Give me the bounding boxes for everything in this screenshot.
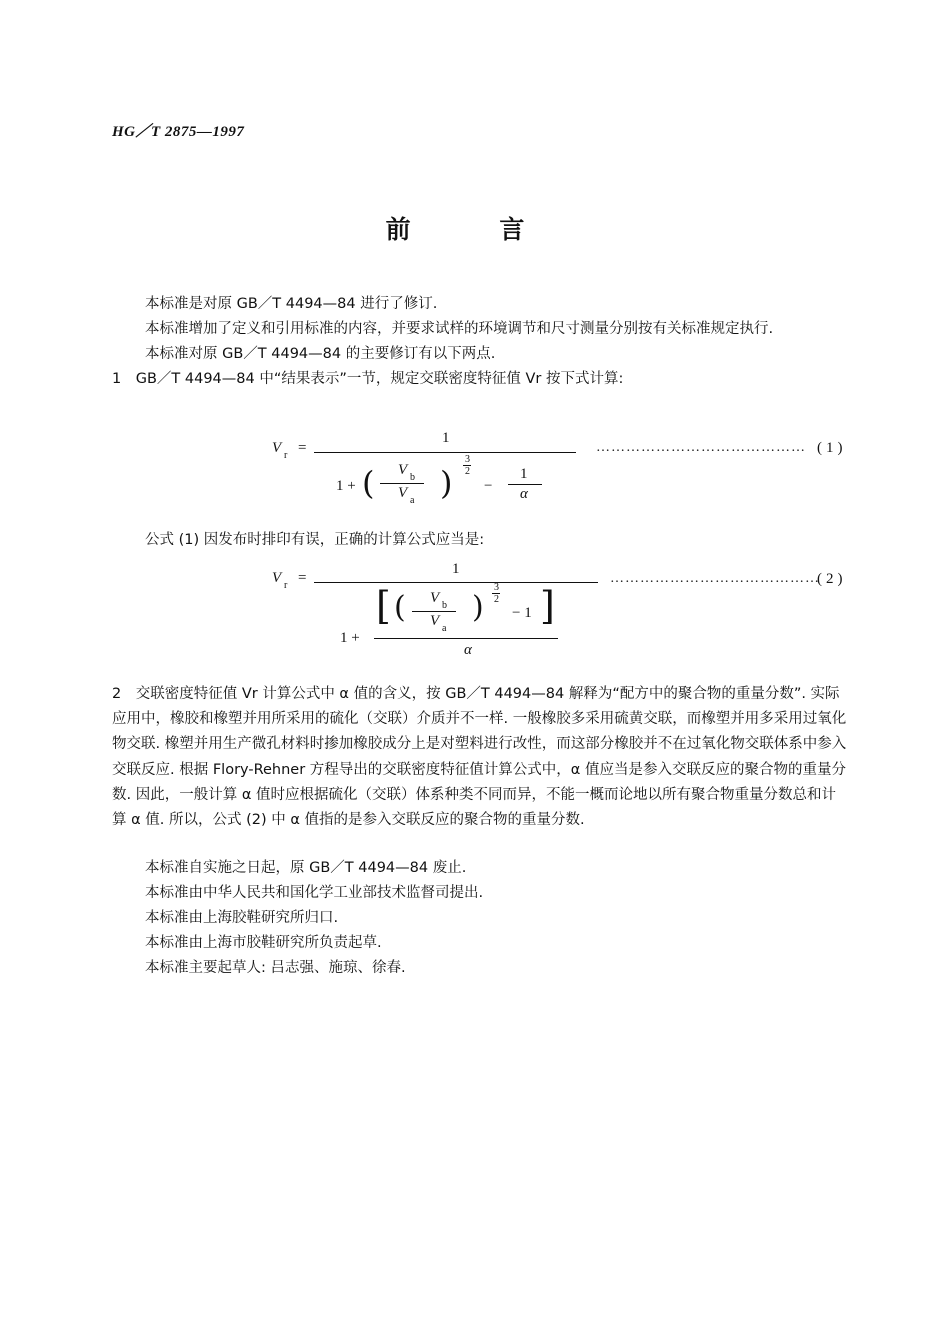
formula-2-vb: V (430, 590, 440, 606)
formula-1-vb: V (398, 462, 408, 478)
formula-2-vr: V (272, 570, 282, 586)
formula-2-exp-den: 2 (494, 594, 499, 605)
standard-code: HG／T 2875—1997 (112, 124, 245, 140)
closing-block (112, 856, 847, 981)
formula-2-right-paren: ) (472, 590, 484, 625)
formula-1-right-paren: ) (440, 464, 453, 502)
closing-line-5: 本标准主要起草人: 吕志强、施琼、徐春. (145, 960, 406, 976)
formula-1-one-plus: 1 + (336, 478, 356, 494)
formula-1-minus: − (484, 478, 493, 494)
formula-2-ratio-line (412, 611, 456, 612)
formula-2-dot-leader: …………………………………… (610, 571, 820, 586)
formula-1-dot-leader: …………………………………… (596, 440, 806, 455)
formula-2-left-paren: ( (394, 590, 406, 625)
formula-2-number: (2) (817, 571, 847, 587)
formula-1-vb-sub: b (410, 472, 415, 483)
formula-1-equals: = (298, 440, 307, 456)
formula-1-left-paren: ( (362, 464, 375, 502)
formula-note: 公式 (1) 因发布时排印有误，正确的计算公式应当是: (145, 532, 485, 548)
closing-line-2: 本标准由中华人民共和国化学工业部技术监督司提出. (145, 885, 484, 901)
intro-paragraph-2: 本标准增加了定义和引用标准的内容，并要求试样的环境调节和尺寸测量分别按有关标准规定执行. (145, 321, 774, 337)
formula-2-right-bracket: ] (540, 584, 555, 628)
formula-1-numerator: 1 (442, 430, 450, 446)
formula-2-va-sub: a (442, 623, 447, 634)
formula-2-exp-num: 3 (494, 582, 499, 593)
formula-2-equals: = (298, 570, 307, 586)
formula-1-va-sub: a (410, 495, 415, 506)
closing-line-1: 本标准自实施之日起，原 GB／T 4494—84 废止. (145, 860, 467, 876)
formula-2-alpha: α (464, 642, 472, 658)
formula-1-number: (1) (817, 440, 847, 456)
formula-2-numerator: 1 (452, 561, 460, 577)
formula-2-one-plus: 1 + (340, 630, 360, 646)
closing-line-3: 本标准由上海胶鞋研究所归口. (145, 910, 339, 926)
intro-paragraph-3: 本标准对原 GB／T 4494—84 的主要修订有以下两点. (145, 346, 496, 362)
formula-1-vr-sub: r (284, 450, 288, 461)
formula-1-main-fraction-line (314, 452, 576, 453)
intro-block (112, 292, 847, 392)
formula-2-left-bracket: [ (376, 584, 391, 628)
formula-2-alpha-line (374, 638, 558, 639)
formula-1-alpha-line (508, 484, 542, 485)
formula-1-ratio-line (380, 483, 424, 484)
formula-1-vr: V (272, 440, 282, 456)
formula-2-vb-sub: b (442, 600, 447, 611)
formula-2-va: V (430, 613, 440, 629)
formula-1-exp-num: 3 (465, 454, 470, 465)
formula-1-alpha: α (520, 486, 528, 502)
formula-2-vr-sub: r (284, 580, 288, 591)
item-1-text: 1 GB／T 4494—84 中“结果表示”一节，规定交联密度特征值 Vr 按下式计算: (112, 371, 624, 387)
page-title: 前 言 (385, 215, 565, 244)
item-2-paragraph: 2 交联密度特征值 Vr 计算公式中 α 值的含义，按 GB／T 4494—84 解释为“配方中的聚合物的重量分数”. 实际应用中，橡胶和橡塑并用所采用的硫化（交联）介质并不一样. 一般橡胶多采用硫黄交联，而橡塑并用多采用过氧化物交联. 橡塑并用生产微孔材料时掺加橡胶成分上是对塑料进行改性，而这部分橡胶并不在过氧化物交联体系中参入交联反应. 根据 Flory-Rehner 方程导出的交联密度特征值计算公式中，α 值应当是参入交联反应的聚合物的重量分数. 因此，一般计算 α 值时应根据硫化（交联）体系种类不同而异，不能一概而论地以所有聚合物重量分数总和计算 α 值. 所以，公式 (2) 中 α 值指的是参入交联反应的聚合物的重量分数. (112, 686, 847, 829)
formula-2-main-fraction-line (314, 582, 598, 583)
closing-line-4: 本标准由上海市胶鞋研究所负责起草. (145, 935, 382, 951)
formula-2-minus-one: − 1 (512, 605, 532, 621)
formula-1-one-over: 1 (520, 466, 528, 482)
formula-1-exp-den: 2 (465, 466, 470, 477)
formula-1-va: V (398, 485, 408, 501)
intro-paragraph-1: 本标准是对原 GB／T 4494—84 进行了修订. (145, 296, 438, 312)
